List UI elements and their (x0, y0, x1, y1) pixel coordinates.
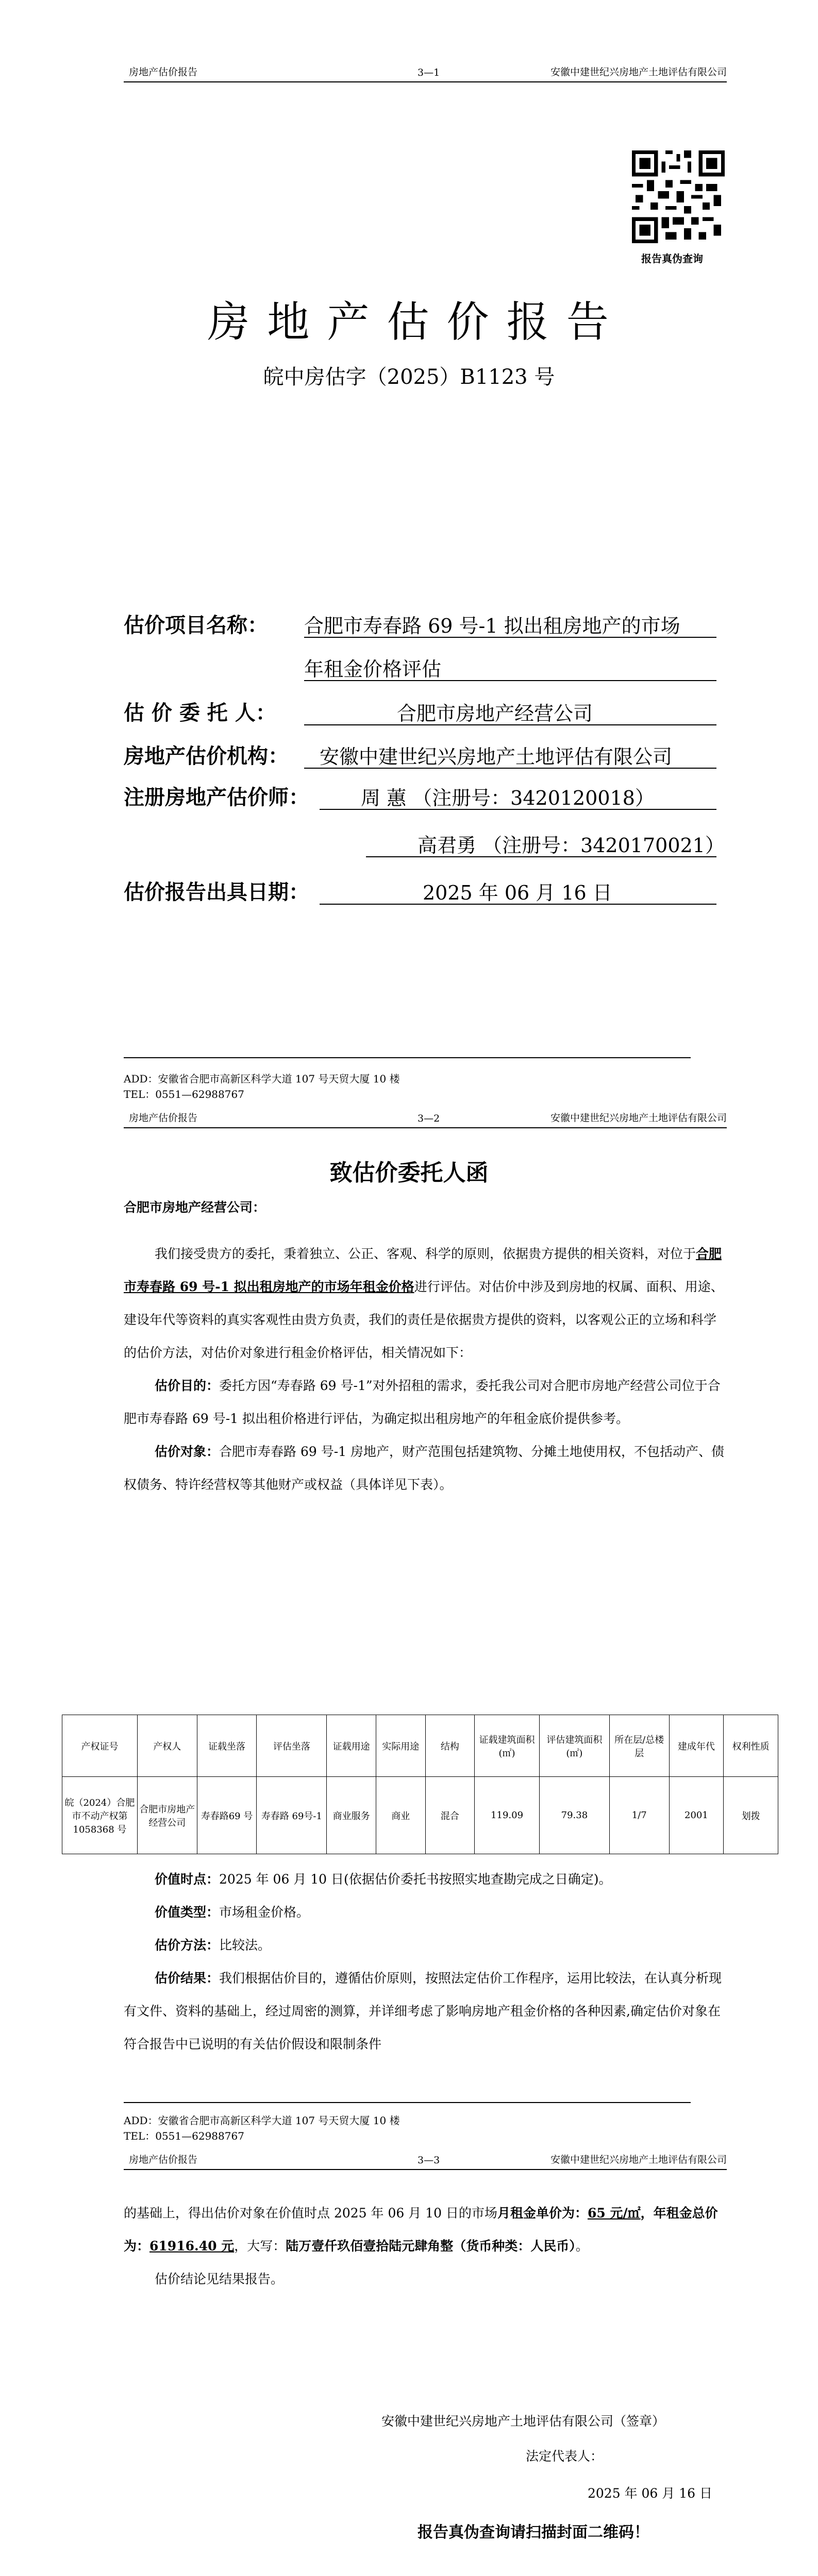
agency-label: 房地产估价机构： (124, 744, 289, 768)
table-cell: 混合 (425, 1777, 475, 1854)
footer-divider (124, 1057, 691, 1058)
table-header-cell: 实际用途 (376, 1715, 425, 1777)
property-table (62, 1715, 778, 1854)
detail-note: 估价结论见结果报告。 (155, 2272, 284, 2286)
method-paragraph: 估价方法：比较法。 (155, 1938, 271, 1953)
table-header-cell: 产权人 (137, 1715, 197, 1777)
appraiser-label: 注册房地产估价师： (124, 785, 309, 809)
table-header-cell: 所在层/总楼层 (609, 1715, 669, 1777)
table-cell: 119.09 (475, 1777, 540, 1854)
result-values-paragraph: 的基础上，得出估价对象在价值时点 2025 年 06 月 10 日的市场月租金单价为：65 元/㎡，年租金总价为：61916.40 元，大写：陆万壹仟玖佰壹拾陆元肆角整（货币种类：人民币）。 (124, 2206, 718, 2253)
letter-body-1 (124, 1238, 727, 1501)
underline (304, 637, 716, 638)
table-header-row (62, 1715, 778, 1777)
underline (320, 904, 716, 905)
table-cell: 2001 (669, 1777, 724, 1854)
underline (320, 809, 716, 810)
underline (366, 856, 716, 857)
annual-rent-value: 61916.40 元 (149, 2239, 235, 2253)
page-header (124, 1107, 727, 1128)
header-right: 安徽中建世纪兴房地产土地评估有限公司 (550, 1112, 727, 1124)
footer-address: ADD：安徽省合肥市高新区科学大道 107 号天贸大厦 10 楼 (124, 2114, 400, 2127)
table-header-cell: 权利性质 (724, 1715, 778, 1777)
project-label: 估价项目名称： (124, 613, 268, 637)
underline (304, 724, 716, 725)
report-title: 房 地 产 估 价 报 告 (207, 298, 611, 347)
header-left: 房地产估价报告 (129, 66, 198, 78)
footer-tel: TEL：0551—62988767 (124, 1088, 244, 1100)
header-page-number: 3—3 (418, 2155, 440, 2166)
intro-paragraph: 我们接受贵方的委托，秉着独立、公正、客观、科学的原则，依据贵方提供的相关资料，对位于合肥市寿春路 69 号-1 拟出租房地产的市场年租金价格进行评估。对估价中涉及到房地的权属、面积、用途、建设年代等资料的真实客观性由贵方负责，我们的责任是依据贵方提供的资料，以客观公正的立场和科学的估价方法，对估价对象进行租金价格评估，相关情况如下： (124, 1246, 724, 1360)
signature-company: 安徽中建世纪兴房地产土地评估有限公司（签章） (381, 2414, 665, 2429)
table-cell: 寿春路 69号-1 (257, 1777, 327, 1854)
qr-code-icon (632, 150, 725, 243)
letter-body-2 (124, 1863, 727, 2061)
table-cell: 1/7 (609, 1777, 669, 1854)
signature-representative: 法定代表人： (526, 2449, 604, 2464)
qr-caption: 报告真伪查询 (641, 252, 703, 265)
footer-address: ADD：安徽省合肥市高新区科学大道 107 号天贸大厦 10 楼 (124, 1073, 400, 1085)
header-page-number: 3—2 (418, 1113, 440, 1124)
table-cell: 商业服务 (327, 1777, 376, 1854)
table-header-cell: 证载用途 (327, 1715, 376, 1777)
header-right: 安徽中建世纪兴房地产土地评估有限公司 (550, 66, 727, 78)
header-left: 房地产估价报告 (129, 2154, 198, 2165)
table-cell: 商业 (376, 1777, 425, 1854)
header-right: 安徽中建世纪兴房地产土地评估有限公司 (550, 2154, 727, 2165)
header-page-number: 3—1 (418, 67, 440, 78)
table-cell: 合肥市房地产经营公司 (137, 1777, 197, 1854)
date-value: 2025 年 06 月 16 日 (423, 882, 612, 904)
underline (304, 768, 716, 769)
project-value-line1: 合肥市寿春路 69 号-1 拟出租房地产的市场 (304, 615, 680, 637)
page-header (124, 2148, 727, 2170)
purpose-paragraph: 估价目的：委托方因“寿春路 69 号-1”对外招租的需求，委托我公司对合肥市房地产经营公司位于合肥市寿春路 69 号-1 拟出租价格进行评估，为确定拟出租房地产的年租金底价提供参考。 (124, 1378, 721, 1426)
date-label: 估价报告出具日期： (124, 880, 309, 904)
agency-value: 安徽中建世纪兴房地产土地评估有限公司 (320, 745, 673, 768)
valuetype-paragraph: 价值类型：市场租金价格。 (155, 1905, 310, 1920)
project-value-line2: 年租金价格评估 (304, 658, 442, 681)
unit-rent-value: 65 元/㎡ (587, 2206, 641, 2221)
object-paragraph: 估价对象：合肥市寿春路 69 号-1 房地产，财产范围包括建筑物、分摊土地使用权，不包括动产、债权债务、特许经营权等其他财产或权益（具体详见下表）。 (124, 1444, 725, 1492)
client-label: 估 价 委 托 人： (124, 701, 276, 725)
letter-title: 致估价委托人函 (329, 1160, 489, 1186)
verify-note: 报告真伪查询请扫描封面二维码！ (418, 2523, 649, 2541)
table-cell: 79.38 (539, 1777, 609, 1854)
result-continuation (124, 2197, 727, 2296)
page-header (124, 61, 727, 82)
table-header-cell: 产权证号 (62, 1715, 138, 1777)
table-cell: 寿春路69 号 (197, 1777, 257, 1854)
header-left: 房地产估价报告 (129, 1112, 198, 1124)
footer-divider (124, 2102, 691, 2103)
report-number: 皖中房估字（2025）B1123 号 (263, 365, 555, 389)
client-value: 合肥市房地产经营公司 (397, 702, 593, 725)
table-header-cell: 证载坐落 (197, 1715, 257, 1777)
intro-object: 合肥市寿春路 69 号-1 拟出租房地产的市场年租金价格 (124, 1246, 722, 1294)
table-header-cell: 证载建筑面积(㎡) (475, 1715, 540, 1777)
underline (304, 680, 716, 681)
table-header-cell: 评估坐落 (257, 1715, 327, 1777)
appraiser-2: 高君勇 （注册号：3420170021） (418, 834, 725, 857)
valuedate-paragraph: 价值时点：2025 年 06 月 10 日(依据估价委托书按照实地查勘完成之日确定)。 (155, 1872, 612, 1887)
table-header-cell: 评估建筑面积(㎡) (539, 1715, 609, 1777)
table-row (62, 1777, 778, 1854)
appraiser-1: 周 蕙 （注册号：3420120018） (361, 787, 655, 809)
table-header-cell: 建成年代 (669, 1715, 724, 1777)
signature-date: 2025 年 06 月 16 日 (588, 2486, 712, 2501)
letter-addressee: 合肥市房地产经营公司： (124, 1200, 266, 1215)
table-cell: 皖（2024）合肥市不动产权第1058368 号 (62, 1777, 138, 1854)
table-header-cell: 结构 (425, 1715, 475, 1777)
result-paragraph: 估价结果：我们根据估价目的，遵循估价原则，按照法定估价工作程序，运用比较法，在认真分析现有文件、资料的基础上，经过周密的测算，并详细考虑了影响房地产租金价格的各种因素,确定估价对象在符合报告中已说明的有关估价假设和限制条件 (124, 1971, 722, 2052)
footer-tel: TEL：0551—62988767 (124, 2130, 244, 2142)
amount-in-words: 陆万壹仟玖佰壹拾陆元肆角整（货币种类：人民币） (286, 2239, 576, 2253)
table-cell: 划拨 (724, 1777, 778, 1854)
